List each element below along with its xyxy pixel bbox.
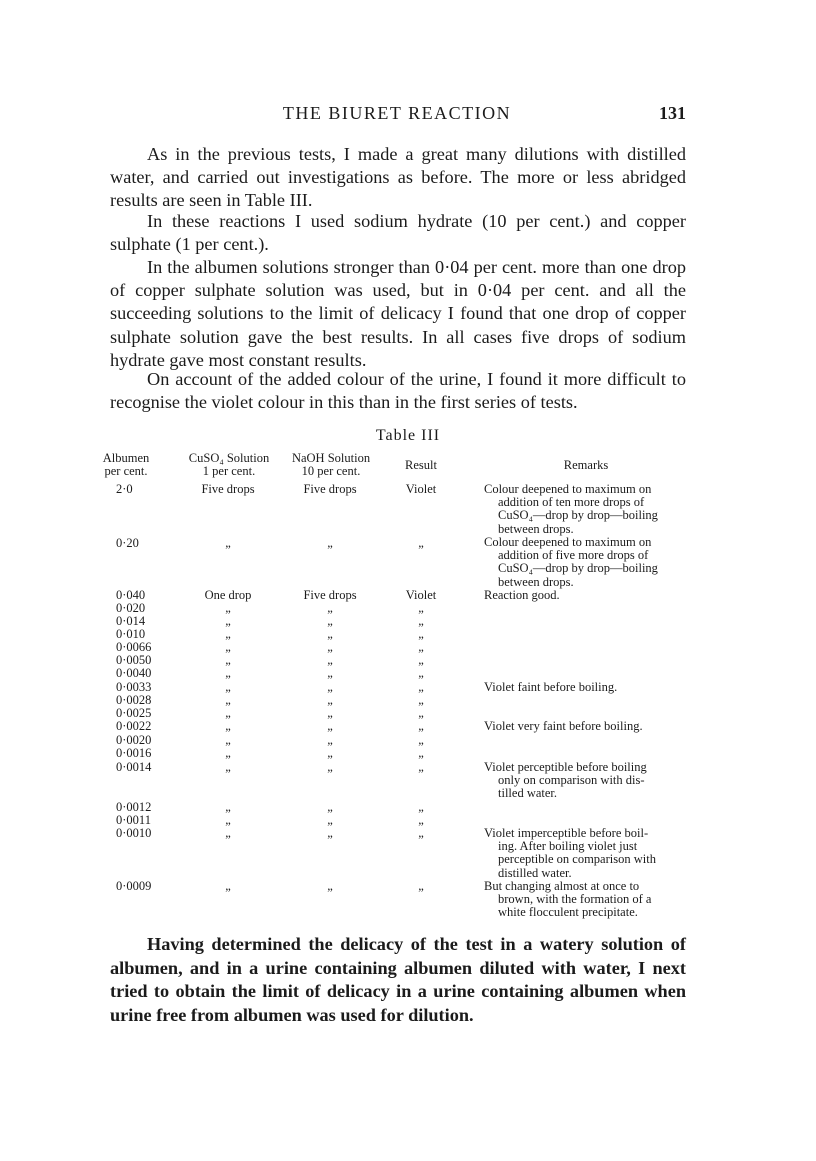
result-value: „	[418, 627, 424, 641]
naoh-value: „	[327, 614, 333, 628]
table-row	[0, 880, 816, 894]
result-value: „	[418, 640, 424, 654]
cuso4-value: „	[225, 733, 231, 747]
naoh-value: „	[327, 640, 333, 654]
albumen-value: 0·0016	[116, 746, 152, 760]
running-title: THE BIURET REACTION	[282, 103, 512, 123]
albumen-value: 0·0028	[116, 693, 152, 707]
cuso4-value: „	[225, 536, 231, 550]
remark-7: Violet imperceptible before boil- ing. After boiling violet just perceptible on comparison with distilled water.	[484, 826, 656, 880]
naoh-value: „	[327, 746, 333, 760]
result-value: „	[418, 536, 424, 550]
albumen-value: 0·0020	[116, 733, 152, 747]
naoh-value: Five drops	[303, 588, 357, 602]
result-value: „	[418, 826, 424, 840]
result-value: „	[418, 813, 424, 827]
result-value: „	[418, 733, 424, 747]
naoh-value: „	[327, 680, 333, 694]
albumen-value: 0·0010	[116, 826, 152, 840]
albumen-value: 0·0011	[116, 813, 151, 827]
cuso4-value: „	[225, 627, 231, 641]
albumen-value: 0·0066	[116, 640, 152, 654]
cuso4-value: „	[225, 614, 231, 628]
cuso4-value: „	[225, 640, 231, 654]
albumen-value: 0·0040	[116, 666, 152, 680]
result-value: „	[418, 693, 424, 707]
result-value: „	[418, 653, 424, 667]
naoh-value: „	[327, 601, 333, 615]
result-value: „	[418, 800, 424, 814]
naoh-value: „	[327, 879, 333, 893]
paragraph-2: In these reactions I used sodium hydrate (10 per cent.) and copper sulphate (1 per cent.).	[110, 211, 686, 255]
paragraph-4: On account of the added colour of the urine, I found it more difficult to recognise the violet colour in this than in the first series of tests.	[110, 369, 686, 413]
table-row	[0, 537, 816, 551]
result-value: „	[418, 719, 424, 733]
remark-1: Colour deepened to maximum on addition of ten more drops of CuSO₄—drop by drop—boiling between drops.	[484, 482, 658, 536]
cuso4-value: „	[225, 706, 231, 720]
naoh-value: „	[327, 800, 333, 814]
naoh-value: „	[327, 693, 333, 707]
remark-6: Violet perceptible before boiling only on comparison with dis- tilled water.	[484, 760, 647, 801]
header-remarks: Remarks	[563, 458, 609, 472]
running-header	[108, 103, 686, 127]
header-naoh: NaOH Solution 10 per cent.	[291, 451, 371, 478]
naoh-value: „	[327, 813, 333, 827]
naoh-value: „	[327, 627, 333, 641]
result-value: „	[418, 760, 424, 774]
result-value: „	[418, 666, 424, 680]
albumen-value: 0·0033	[116, 680, 152, 694]
remark-3: Reaction good.	[484, 588, 560, 602]
cuso4-value: Five drops	[201, 482, 255, 496]
albumen-value: 0·010	[116, 627, 146, 641]
naoh-value: „	[327, 653, 333, 667]
paragraph-3: In the albumen solutions stronger than 0·04 per cent. more than one drop of copper sulphate solution was used, but in 0·04 per cent. and all the succeeding solutions to the limit of delicacy I found that one drop of copper sulphate solution gave the best results. In all cases five drops of sodium hydrate gave most constant results.	[110, 257, 686, 370]
result-value: „	[418, 746, 424, 760]
table-row	[0, 747, 816, 761]
cuso4-value: „	[225, 719, 231, 733]
result-value: Violet	[405, 588, 437, 602]
result-value: „	[418, 601, 424, 615]
table-row	[0, 761, 816, 775]
result-value: „	[418, 680, 424, 694]
remark-8: But changing almost at once to brown, with the formation of a white flocculent precipitate.	[484, 879, 652, 920]
result-value: „	[418, 706, 424, 720]
cuso4-value: „	[225, 760, 231, 774]
cuso4-value: „	[225, 813, 231, 827]
paragraph-1: As in the previous tests, I made a great many dilutions with distilled water, and carried out investigations as before. The more or less abridged results are seen in Table III.	[110, 144, 686, 211]
albumen-value: 0·0022	[116, 719, 152, 733]
albumen-value: 0·020	[116, 601, 146, 615]
result-value: „	[418, 614, 424, 628]
albumen-value: 0·040	[116, 588, 146, 602]
header-cuso4: CuSO₄ Solution 1 per cent.	[188, 451, 270, 478]
albumen-value: 2·0	[116, 482, 133, 496]
remark-4: Violet faint before boiling.	[484, 680, 618, 694]
albumen-value: 0·0014	[116, 760, 152, 774]
cuso4-value: „	[225, 693, 231, 707]
result-value: Violet	[405, 482, 437, 496]
paragraph-5: Having determined the delicacy of the test in a watery solution of albumen, and in a urine containing albumen diluted with water, I next tried to obtain the limit of delicacy in a urine containing albumen when urine free from albumen was used for dilution.	[110, 934, 686, 1025]
albumen-value: 0·014	[116, 614, 146, 628]
page-number: 131	[659, 103, 686, 123]
table-row	[0, 720, 816, 734]
remark-2: Colour deepened to maximum on addition of five more drops of CuSO₄—drop by drop—boiling between drops.	[484, 535, 658, 589]
header-result: Result	[405, 458, 437, 472]
cuso4-value: „	[225, 800, 231, 814]
cuso4-value: „	[225, 879, 231, 893]
cuso4-value: „	[225, 653, 231, 667]
naoh-value: Five drops	[303, 482, 357, 496]
naoh-value: „	[327, 760, 333, 774]
cuso4-value: „	[225, 826, 231, 840]
table-row	[0, 827, 816, 841]
table-caption: Table III	[375, 427, 441, 444]
albumen-value: 0·0009	[116, 879, 152, 893]
naoh-value: „	[327, 733, 333, 747]
header-albumen: Albumen per cent.	[102, 451, 150, 478]
cuso4-value: „	[225, 680, 231, 694]
cuso4-value: „	[225, 601, 231, 615]
result-value: „	[418, 879, 424, 893]
cuso4-value: „	[225, 746, 231, 760]
albumen-value: 0·0050	[116, 653, 152, 667]
naoh-value: „	[327, 536, 333, 550]
table-row	[0, 667, 816, 681]
naoh-value: „	[327, 666, 333, 680]
albumen-value: 0·20	[116, 536, 139, 550]
table-row	[0, 483, 816, 497]
naoh-value: „	[327, 826, 333, 840]
albumen-value: 0·0025	[116, 706, 152, 720]
naoh-value: „	[327, 706, 333, 720]
remark-5: Violet very faint before boiling.	[484, 719, 643, 733]
albumen-value: 0·0012	[116, 800, 152, 814]
naoh-value: „	[327, 719, 333, 733]
cuso4-value: „	[225, 666, 231, 680]
cuso4-value: One drop	[204, 588, 252, 602]
